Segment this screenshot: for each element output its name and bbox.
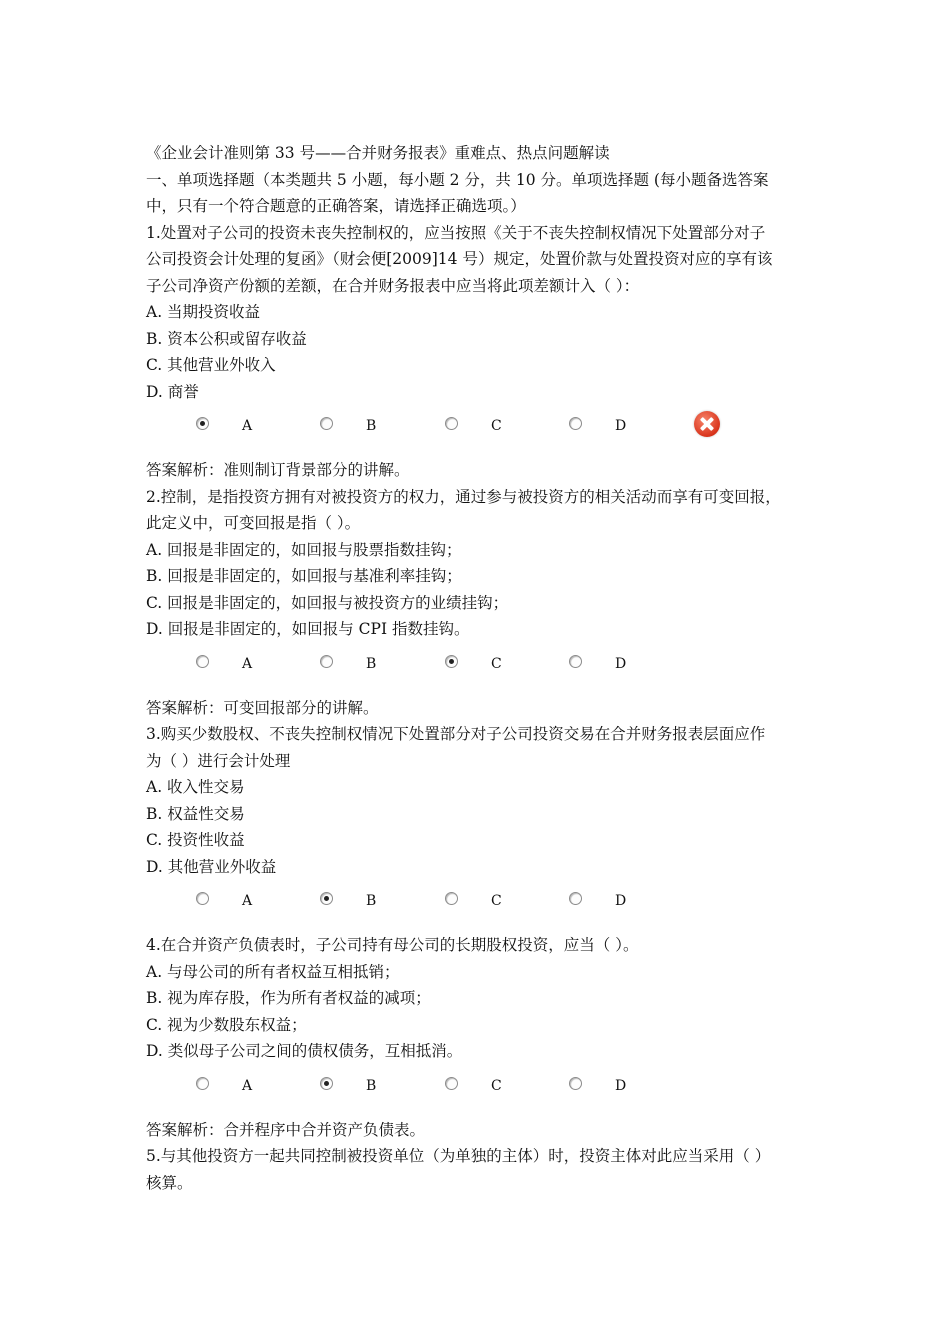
question-stem: 为（ ）进行会计处理: [146, 751, 291, 770]
answer-radio-group: [146, 1071, 816, 1113]
radio-b[interactable]: [320, 892, 333, 905]
question-stem: 子公司净资产份额的差额，在合并财务报表中应当将此项差额计入（ ）：: [146, 276, 640, 295]
answer-choice-a[interactable]: [196, 417, 252, 434]
option-c: C. 回报是非固定的，如回报与被投资方的业绩挂钩；: [146, 593, 509, 612]
option-d: D. 商誉: [146, 382, 199, 401]
answer-choice-d[interactable]: [569, 655, 626, 672]
section-heading-line-1: 一、单项选择题（本类题共 5 小题，每小题 2 分，共 10 分。单项选择题 (每小题备选答案: [146, 170, 769, 189]
question-2: [146, 484, 816, 722]
radio-d[interactable]: [569, 655, 582, 668]
radio-c[interactable]: [445, 417, 458, 430]
option-a: A. 收入性交易: [146, 778, 245, 796]
radio-label-c: C: [491, 655, 502, 672]
question-stem: 核算。: [146, 1173, 193, 1192]
radio-label-b: B: [366, 1077, 377, 1094]
question-1: [146, 220, 816, 484]
radio-label-b: B: [366, 893, 377, 909]
option-c: C. 视为少数股东权益；: [146, 1015, 307, 1034]
option-c: C. 投资性收益: [146, 831, 245, 849]
radio-b[interactable]: [320, 417, 333, 430]
radio-b[interactable]: [320, 1077, 333, 1090]
answer-radio-group: [146, 411, 816, 453]
radio-label-b: B: [366, 418, 377, 434]
question-stem: 3.购买少数股权、不丧失控制权情况下处置部分对子公司投资交易在合并财务报表层面应作: [146, 725, 766, 743]
option-c: C. 其他营业外收入: [146, 356, 276, 374]
radio-c[interactable]: [445, 655, 458, 668]
option-b: B. 视为库存股，作为所有者权益的减项；: [146, 989, 431, 1007]
radio-b[interactable]: [320, 655, 333, 668]
radio-label-a: A: [242, 1077, 253, 1094]
answer-choice-c[interactable]: [445, 655, 502, 672]
radio-a[interactable]: [196, 892, 209, 905]
option-b: B. 资本公积或留存收益: [146, 329, 307, 348]
question-stem: 2.控制，是指投资方拥有对被投资方的权力，通过参与被投资方的相关活动而享有可变回报，: [146, 487, 781, 506]
radio-label-d: D: [615, 655, 627, 672]
answer-choice-b[interactable]: [320, 417, 376, 434]
option-b: B. 回报是非固定的，如回报与基准利率挂钩；: [146, 567, 462, 585]
option-a: A. 与母公司的所有者权益互相抵销；: [146, 962, 400, 981]
radio-c[interactable]: [445, 1077, 458, 1090]
question-3: [146, 721, 816, 928]
radio-d[interactable]: [569, 417, 582, 430]
answer-explanation: 答案解析：准则制订背景部分的讲解。: [146, 461, 410, 479]
option-d: D. 类似母子公司之间的债权债务，互相抵消。: [146, 1042, 463, 1060]
answer-choice-d[interactable]: [569, 892, 626, 909]
radio-label-d: D: [615, 1077, 627, 1094]
radio-label-d: D: [615, 893, 627, 909]
answer-choice-a[interactable]: [196, 655, 252, 672]
answer-choice-b[interactable]: [320, 1077, 376, 1094]
question-4: [146, 932, 816, 1143]
document-page: [146, 140, 816, 1196]
radio-label-a: A: [242, 418, 253, 434]
question-stem: 5.与其他投资方一起共同控制被投资单位（为单独的主体）时，投资主体对此应当采用（ ）: [146, 1147, 771, 1165]
answer-choice-a[interactable]: [196, 892, 252, 909]
answer-choice-b[interactable]: [320, 892, 376, 909]
wrong-x-icon: [694, 411, 720, 437]
document-title: 《企业会计准则第 33 号——合并财务报表》重难点、热点问题解读: [146, 144, 610, 162]
option-d: D. 回报是非固定的，如回报与 CPI 指数挂钩。: [146, 620, 470, 638]
radio-a[interactable]: [196, 1077, 209, 1090]
question-stem: 公司投资会计处理的复函》（财会便[2009]14 号）规定，处置价款与处置投资对应的享有该: [146, 250, 773, 268]
answer-choice-c[interactable]: [445, 892, 502, 909]
answer-choice-d[interactable]: [569, 417, 626, 434]
radio-label-b: B: [366, 655, 377, 672]
section-heading-line-2: 中，只有一个符合题意的正确答案，请选择正确选项。）: [146, 197, 526, 215]
radio-label-a: A: [242, 893, 253, 909]
answer-radio-group: [146, 886, 816, 928]
option-b: B. 权益性交易: [146, 804, 245, 823]
question-stem: 1.处置对子公司的投资未丧失控制权的，应当按照《关于不丧失控制权情况下处置部分对子: [146, 223, 766, 242]
radio-label-c: C: [491, 1077, 502, 1094]
answer-choice-b[interactable]: [320, 655, 376, 672]
radio-a[interactable]: [196, 655, 209, 668]
answer-choice-c[interactable]: [445, 1077, 502, 1094]
question-stem: 此定义中，可变回报是指（ ）。: [146, 514, 361, 532]
radio-d[interactable]: [569, 892, 582, 905]
radio-d[interactable]: [569, 1077, 582, 1090]
answer-choice-a[interactable]: [196, 1077, 252, 1094]
answer-radio-group: [146, 649, 816, 691]
option-a: A. 当期投资收益: [146, 303, 261, 321]
radio-label-a: A: [242, 655, 253, 672]
answer-explanation: 答案解析：合并程序中合并资产负债表。: [146, 1120, 426, 1139]
radio-label-c: C: [491, 893, 502, 909]
answer-choice-d[interactable]: [569, 1077, 626, 1094]
radio-a[interactable]: [196, 417, 209, 430]
radio-label-c: C: [491, 418, 502, 434]
question-stem: 4.在合并资产负债表时，子公司持有母公司的长期股权投资，应当（ ）。: [146, 936, 639, 954]
answer-choice-c[interactable]: [445, 417, 502, 434]
option-d: D. 其他营业外收益: [146, 857, 277, 876]
radio-label-d: D: [615, 418, 627, 434]
radio-c[interactable]: [445, 892, 458, 905]
answer-explanation: 答案解析：可变回报部分的讲解。: [146, 698, 379, 717]
option-a: A. 回报是非固定的，如回报与股票指数挂钩；: [146, 540, 462, 559]
question-5: [146, 1143, 816, 1196]
